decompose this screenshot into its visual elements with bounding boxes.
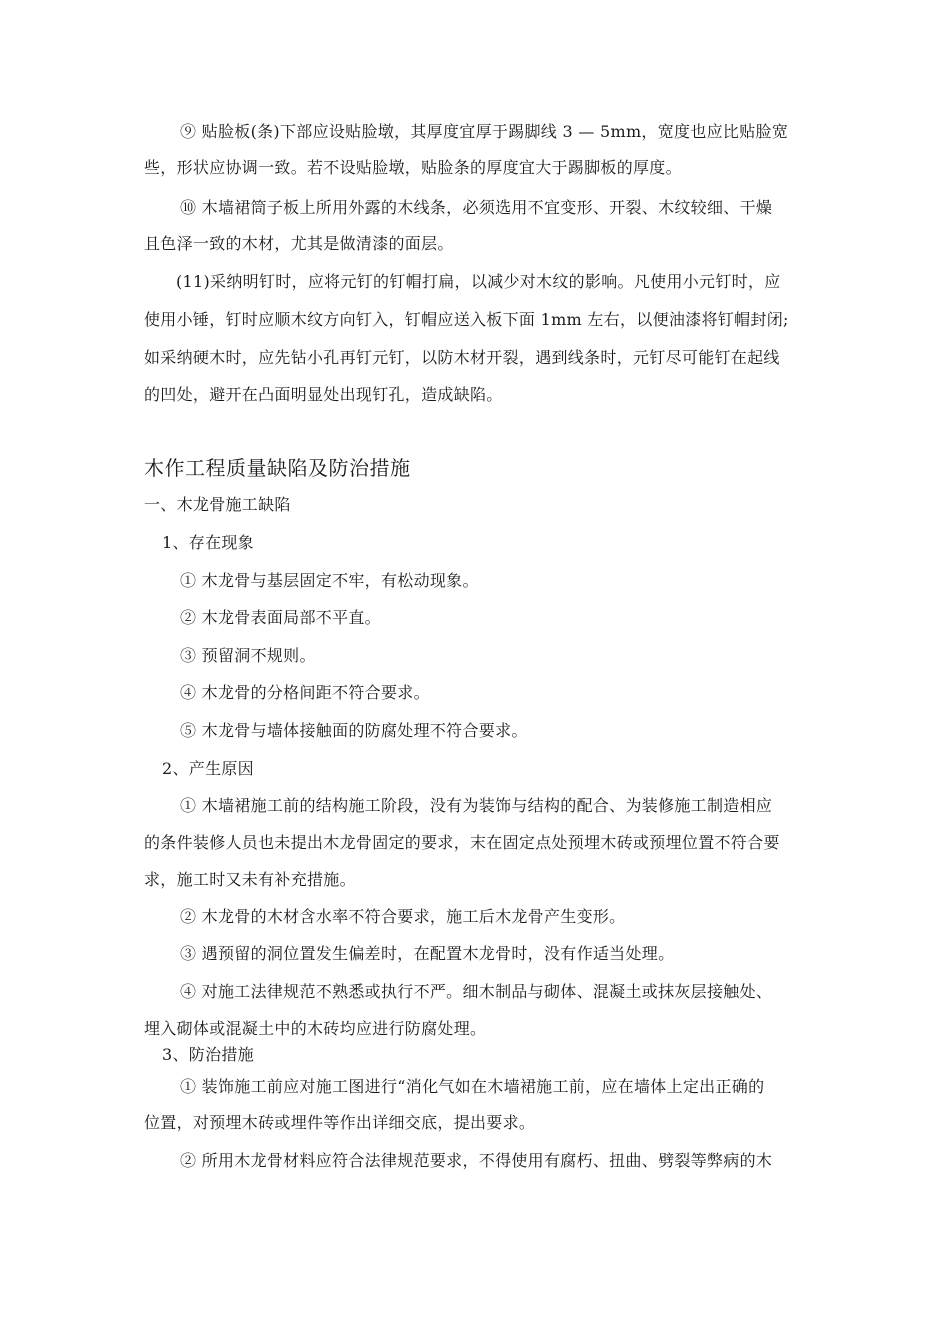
paragraph-11-line-2: 使用小锤，钉时应顺木纹方向钉入，钉帽应送入板下面 1mm 左右，以便油漆将钉帽封闭; xyxy=(144,310,789,329)
cause-3: ③ 遇预留的洞位置发生偏差时，在配置木龙骨时，没有作适当处理。 xyxy=(180,944,675,963)
paragraph-11-line-1: (11)采纳明钉时，应将元钉的钉帽打扁，以减少对木纹的影响。凡使用小元钉时，应 xyxy=(176,272,781,291)
section-1-heading: 一、木龙骨施工缺陷 xyxy=(144,495,291,514)
paragraph-11-line-4: 的凹处，避开在凸面明显处出现钉孔，造成缺陷。 xyxy=(144,385,503,404)
document-title: 木作工程质量缺陷及防治措施 xyxy=(144,456,411,480)
measure-1-line-2: 位置，对预埋木砖或埋件等作出详细交底，提出要求。 xyxy=(144,1113,536,1132)
subsection-1-heading: 1、存在现象 xyxy=(162,533,254,552)
cause-2: ② 木龙骨的木材含水率不符合要求，施工后木龙骨产生变形。 xyxy=(180,907,626,926)
paragraph-10-line-2: 且色泽一致的木材，尤其是做清漆的面层。 xyxy=(144,234,454,253)
list-item: ① 木龙骨与基层固定不牢，有松动现象。 xyxy=(180,571,479,590)
measure-2-line-1: ② 所用木龙骨材料应符合法律规范要求，不得使用有腐朽、扭曲、劈裂等弊病的木 xyxy=(180,1151,773,1170)
cause-1-line-2: 的条件装修人员也未提出木龙骨固定的要求，末在固定点处预埋木砖或预埋位置不符合要 xyxy=(144,833,780,852)
subsection-2-heading: 2、产生原因 xyxy=(162,759,254,778)
cause-1-line-3: 求，施工时又未有补充措施。 xyxy=(144,870,356,889)
measure-1-line-1: ① 装饰施工前应对施工图进行“消化气如在木墙裙施工前，应在墙体上定出正确的 xyxy=(180,1077,765,1096)
list-item: ② 木龙骨表面局部不平直。 xyxy=(180,608,381,627)
paragraph-9-line-2: 些，形状应协调一致。若不设贴脸墩，贴脸条的厚度宜大于踢脚板的厚度。 xyxy=(144,158,682,177)
paragraph-9-line-1: ⑨ 贴脸板(条)下部应设贴脸墩，其厚度宜厚于踢脚线 3 — 5mm，宽度也应比贴脸宽 xyxy=(180,122,789,141)
list-item: ④ 木龙骨的分格间距不符合要求。 xyxy=(180,683,430,702)
paragraph-10-line-1: ⑩ 木墙裙筒子板上所用外露的木线条，必须选用不宜变形、开裂、木纹较细、干燥 xyxy=(180,198,773,217)
list-item: ③ 预留洞不规则。 xyxy=(180,646,316,665)
list-item: ⑤ 木龙骨与墙体接触面的防腐处理不符合要求。 xyxy=(180,721,528,740)
cause-1-line-1: ① 木墙裙施工前的结构施工阶段，没有为装饰与结构的配合、为装修施工制造相应 xyxy=(180,796,773,815)
subsection-3-heading: 3、防治措施 xyxy=(162,1045,254,1064)
cause-4-line-1: ④ 对施工法律规范不熟悉或执行不严。细木制品与砌体、混凝土或抹灰层接触处、 xyxy=(180,982,773,1001)
paragraph-11-line-3: 如采纳硬木时，应先钻小孔再钉元钉，以防木材开裂，遇到线条时，元钉尽可能钉在起线 xyxy=(144,348,780,367)
cause-4-line-2: 埋入砌体或混凝土中的木砖均应进行防腐处理。 xyxy=(144,1019,487,1038)
